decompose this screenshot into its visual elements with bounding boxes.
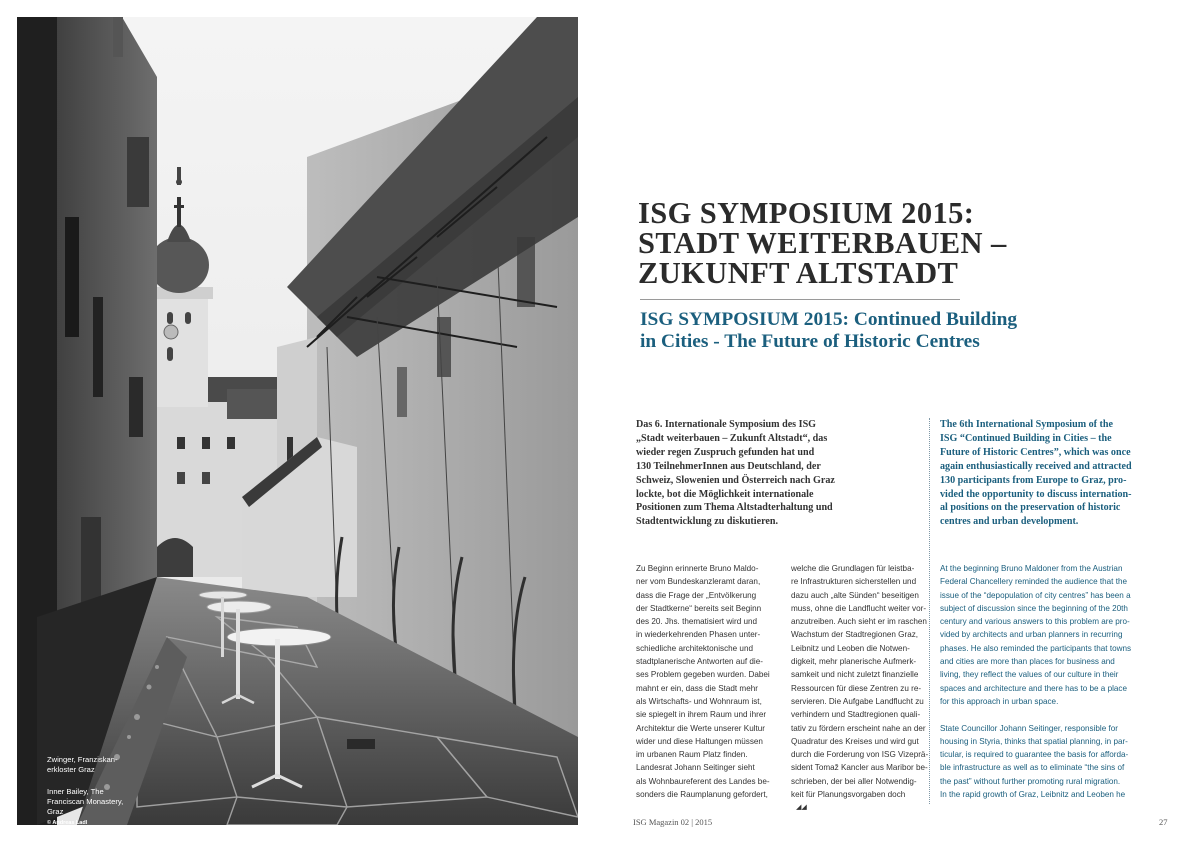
lead-paragraph-english	[940, 418, 1170, 529]
footer-magazine-name: ISG Magazin 02 | 2015	[633, 817, 713, 827]
body-line: digkeit, mehr planerische Aufmerk-	[791, 657, 917, 667]
article-title-line: ISG SYMPOSIUM 2015:	[638, 196, 975, 230]
body-line: ticular, is required to guarantee the basis for afforda-	[940, 750, 1129, 760]
lead-german-line: 130 TeilnehmerInnen aus Deutschland, der	[636, 460, 821, 472]
photo-caption-english-line: Graz	[47, 807, 64, 816]
lead-german-line: wieder regen Zuspruch gefunden hat und	[636, 446, 815, 458]
body-line: dazu auch „alte Sünden“ beseitigen	[791, 590, 919, 600]
body-line: housing in Styria, thinks that spatial planning, in par-	[940, 736, 1128, 746]
body-line: spaces and architecture and there has to be a place	[940, 683, 1127, 693]
article-subtitle-line: ISG SYMPOSIUM 2015: Continued Building	[640, 309, 1018, 330]
photo-caption-german	[47, 755, 127, 775]
continue-mark-icon: ◢◢	[796, 804, 807, 812]
lead-english-line: centres and urban development.	[940, 516, 1079, 528]
body-line: century and various answers to this problem are pro-	[940, 617, 1130, 627]
article-subtitle	[640, 309, 1040, 353]
body-line: sonders die Raumplanung gefordert,	[636, 790, 768, 800]
body-line: Architektur die Werte unserer Kultur	[636, 723, 765, 733]
photo-credit: © Andreas Ladl	[47, 820, 88, 825]
body-line: ner vom Bundeskanzleramt daran,	[636, 577, 761, 587]
article-subtitle-line: in Cities - The Future of Historic Centres	[640, 331, 980, 352]
body-line: stadtplanerische Antworten auf die-	[636, 657, 763, 667]
body-line: muss, ohne die Landflucht weiter vor-	[791, 603, 927, 613]
body-german-column-1	[636, 562, 777, 801]
body-line: ses Problem gegeben wurden. Dabei	[636, 670, 770, 680]
body-english-column	[940, 562, 1168, 801]
body-line: subject of discussion since the beginning of the 20th	[940, 603, 1128, 613]
body-line	[791, 788, 919, 815]
body-line: the past” without further promoting rural migration.	[940, 776, 1121, 786]
article-photo	[17, 17, 578, 825]
lead-english-line: again enthusiastically received and attracted	[940, 460, 1132, 472]
body-german-column-2	[791, 562, 929, 815]
body-line: re Infrastrukturen sicherstellen und	[791, 577, 917, 587]
body-line: vided by architects and urban planners in recurring	[940, 630, 1123, 640]
body-line: welche die Grundlagen für leistba-	[791, 564, 915, 573]
body-line: tativ zu fördern erscheint nahe an der	[791, 723, 926, 733]
lead-paragraph-german	[636, 418, 876, 529]
body-line: Wachstum der Stadtregionen Graz,	[791, 630, 919, 640]
lead-german-line: Schweiz, Slowenien und Österreich nach Graz	[636, 474, 835, 486]
body-line: phases. He also reminded the participants that towns	[940, 643, 1132, 653]
lead-english-line: al positions on the preservation of historic	[940, 502, 1121, 514]
alley-photo-illustration	[17, 17, 578, 825]
body-line: In the rapid growth of Graz, Leibnitz and Leoben he	[940, 790, 1126, 800]
body-line: Quadratur des Kreises und wird gut	[791, 736, 919, 746]
lead-english-line: The 6th International Symposium of the	[940, 419, 1114, 430]
lead-english-line: ISG “Continued Building in Cities – the	[940, 432, 1112, 444]
body-line: der Stadtkerne“ bereits seit Beginn	[636, 603, 762, 613]
body-line: als Wirtschafts- und Wohnraum ist,	[636, 696, 762, 706]
body-line: schrieben, der bei aller Notwendig-	[791, 776, 917, 786]
page-number: 27	[1159, 817, 1168, 827]
column-divider	[929, 418, 930, 804]
body-line: sie spiegelt in ihrem Raum und ihrer	[636, 710, 767, 720]
body-line: for this approach in urban space.	[940, 696, 1059, 706]
body-line: sident Tomaž Kancler aus Maribor be-	[791, 763, 928, 773]
body-line: At the beginning Bruno Maldoner from the Austrian	[940, 564, 1123, 573]
body-line: State Councillor Johann Seitinger, responsible for	[940, 723, 1118, 733]
body-line: verhindern und Stadtregionen quali-	[791, 710, 921, 720]
article-title	[638, 198, 1038, 288]
body-line: im urbanen Raum Platz finden.	[636, 750, 748, 760]
body-line: schiedliche architektonische und	[636, 643, 753, 653]
lead-english-line: vided the opportunity to discuss internation-	[940, 488, 1132, 500]
body-line: dass die Frage der „Entvölkerung	[636, 590, 757, 600]
body-line: issue of the “depopulation of city centres” has been a	[940, 590, 1131, 600]
body-line: anzutreiben. Auch sieht er im raschen	[791, 617, 927, 627]
lead-german-line: „Stadt weiterbauen – Zukunft Altstadt“, das	[636, 432, 828, 444]
photo-caption-english-line: Inner Bailey, The	[47, 787, 104, 796]
body-line: in wiederkehrenden Phasen unter-	[636, 630, 761, 640]
photo-caption-english	[47, 787, 127, 817]
body-line: Leibnitz und Leoben die Notwen-	[791, 643, 910, 653]
body-line: Ressourcen für diese Zentren zu re-	[791, 683, 922, 693]
lead-german-line: lockte, bot die Möglichkeit internationale	[636, 488, 814, 500]
body-line: living, they reflect the values of our culture in their	[940, 670, 1119, 680]
lead-german-line: Das 6. Internationale Symposium des ISG	[636, 419, 817, 430]
lead-german-line: Positionen zum Thema Altstadterhaltung und	[636, 502, 833, 514]
body-line-text: keit für Planungsvorgaben doch	[791, 790, 906, 800]
photo-caption-english-line: Franciscan Monastery,	[47, 797, 124, 806]
photo-caption-german-line: erkloster Graz	[47, 765, 95, 774]
article-title-line: STADT WEITERBAUEN –	[638, 226, 1007, 260]
lead-english-line: Future of Historic Centres”, which was once	[940, 446, 1131, 458]
title-divider	[640, 299, 960, 300]
body-line: Federal Chancellery reminded the audience that the	[940, 577, 1127, 587]
photo-caption-german-line: Zwinger, Franziskan-	[47, 755, 118, 764]
body-line: samkeit und nicht zuletzt finanzielle	[791, 670, 919, 680]
body-line: servieren. Die Aufgabe Landflucht zu	[791, 696, 924, 706]
body-line: and cities are more than places for business and	[940, 657, 1115, 667]
article-title-line: ZUKUNFT ALTSTADT	[638, 256, 959, 290]
lead-english-line: 130 participants from Europe to Graz, pro-	[940, 474, 1127, 486]
body-line: ble infrastructure as well as to eliminate “the sins of	[940, 763, 1125, 773]
body-line: durch die Forderung von ISG Vizeprä-	[791, 750, 929, 760]
paragraph-gap	[940, 708, 1168, 721]
body-line: als Wohnbaureferent des Landes be-	[636, 776, 770, 786]
body-line: mahnt er ein, dass die Stadt mehr	[636, 683, 758, 693]
body-line: Landesrat Johann Seitinger sieht	[636, 763, 755, 773]
body-line: Zu Beginn erinnerte Bruno Maldo-	[636, 564, 759, 573]
body-line: wider und diese Haltungen müssen	[636, 736, 763, 746]
lead-german-line: Stadtentwicklung zu diskutieren.	[636, 516, 778, 528]
body-line: des 20. Jhs. thematisiert wird und	[636, 617, 758, 627]
